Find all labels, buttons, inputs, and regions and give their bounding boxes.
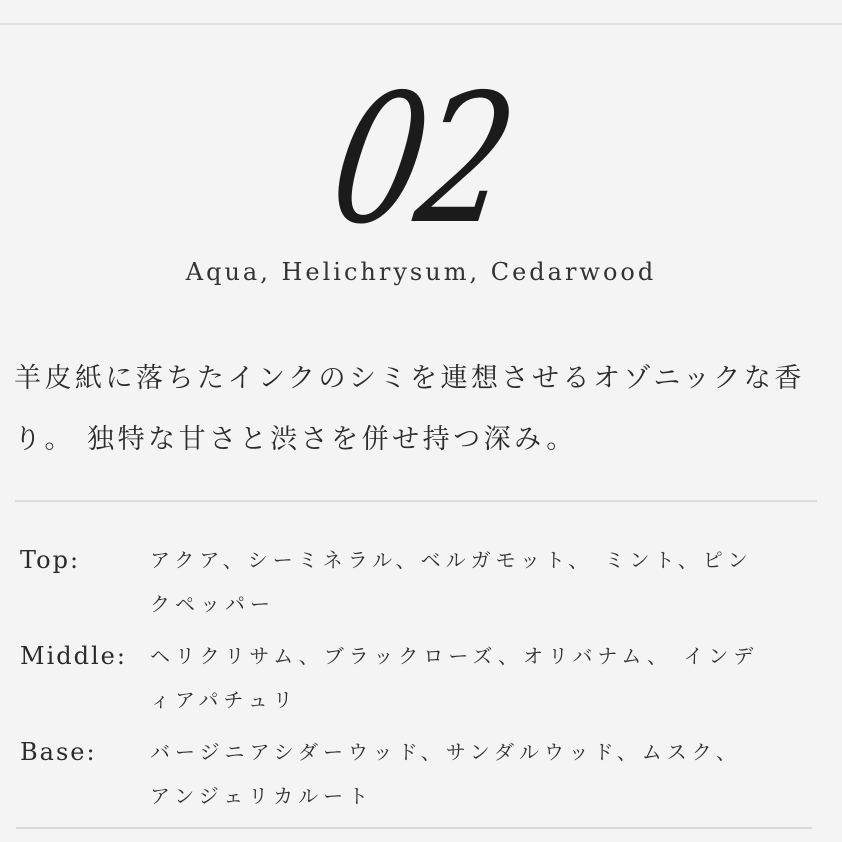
note-value-top: アクア、シーミネラル、ベルガモット、 ミント、ピンクペッパー (150, 548, 753, 616)
note-label-top: Top: (20, 546, 81, 574)
note-row-base (0, 730, 842, 818)
note-row-middle (0, 634, 842, 722)
note-row-top (0, 538, 842, 626)
fragrance-description: 羊皮紙に落ちたインクのシミを連想させるオゾニックな香り。 独特な甘さと渋さを併せ持つ深み。 (14, 363, 805, 455)
top-divider (0, 0, 842, 25)
fragrance-number: 02 (319, 56, 523, 263)
section-divider (15, 500, 817, 502)
note-label-base: Base: (20, 738, 97, 766)
fragrance-number-wrap (0, 56, 842, 263)
notes-list (0, 538, 842, 818)
note-label-middle: Middle: (20, 642, 127, 670)
note-value-middle: ヘリクリサム、ブラックローズ、オリバナム、 インディアパチュリ (150, 644, 759, 712)
fragrance-notes-title: Aqua, Helichrysum, Cedarwood (185, 258, 657, 286)
note-value-base: バージニアシダーウッド、サンダルウッド、ムスク、 アンジェリカルート (150, 740, 741, 808)
bottom-divider (16, 827, 812, 829)
